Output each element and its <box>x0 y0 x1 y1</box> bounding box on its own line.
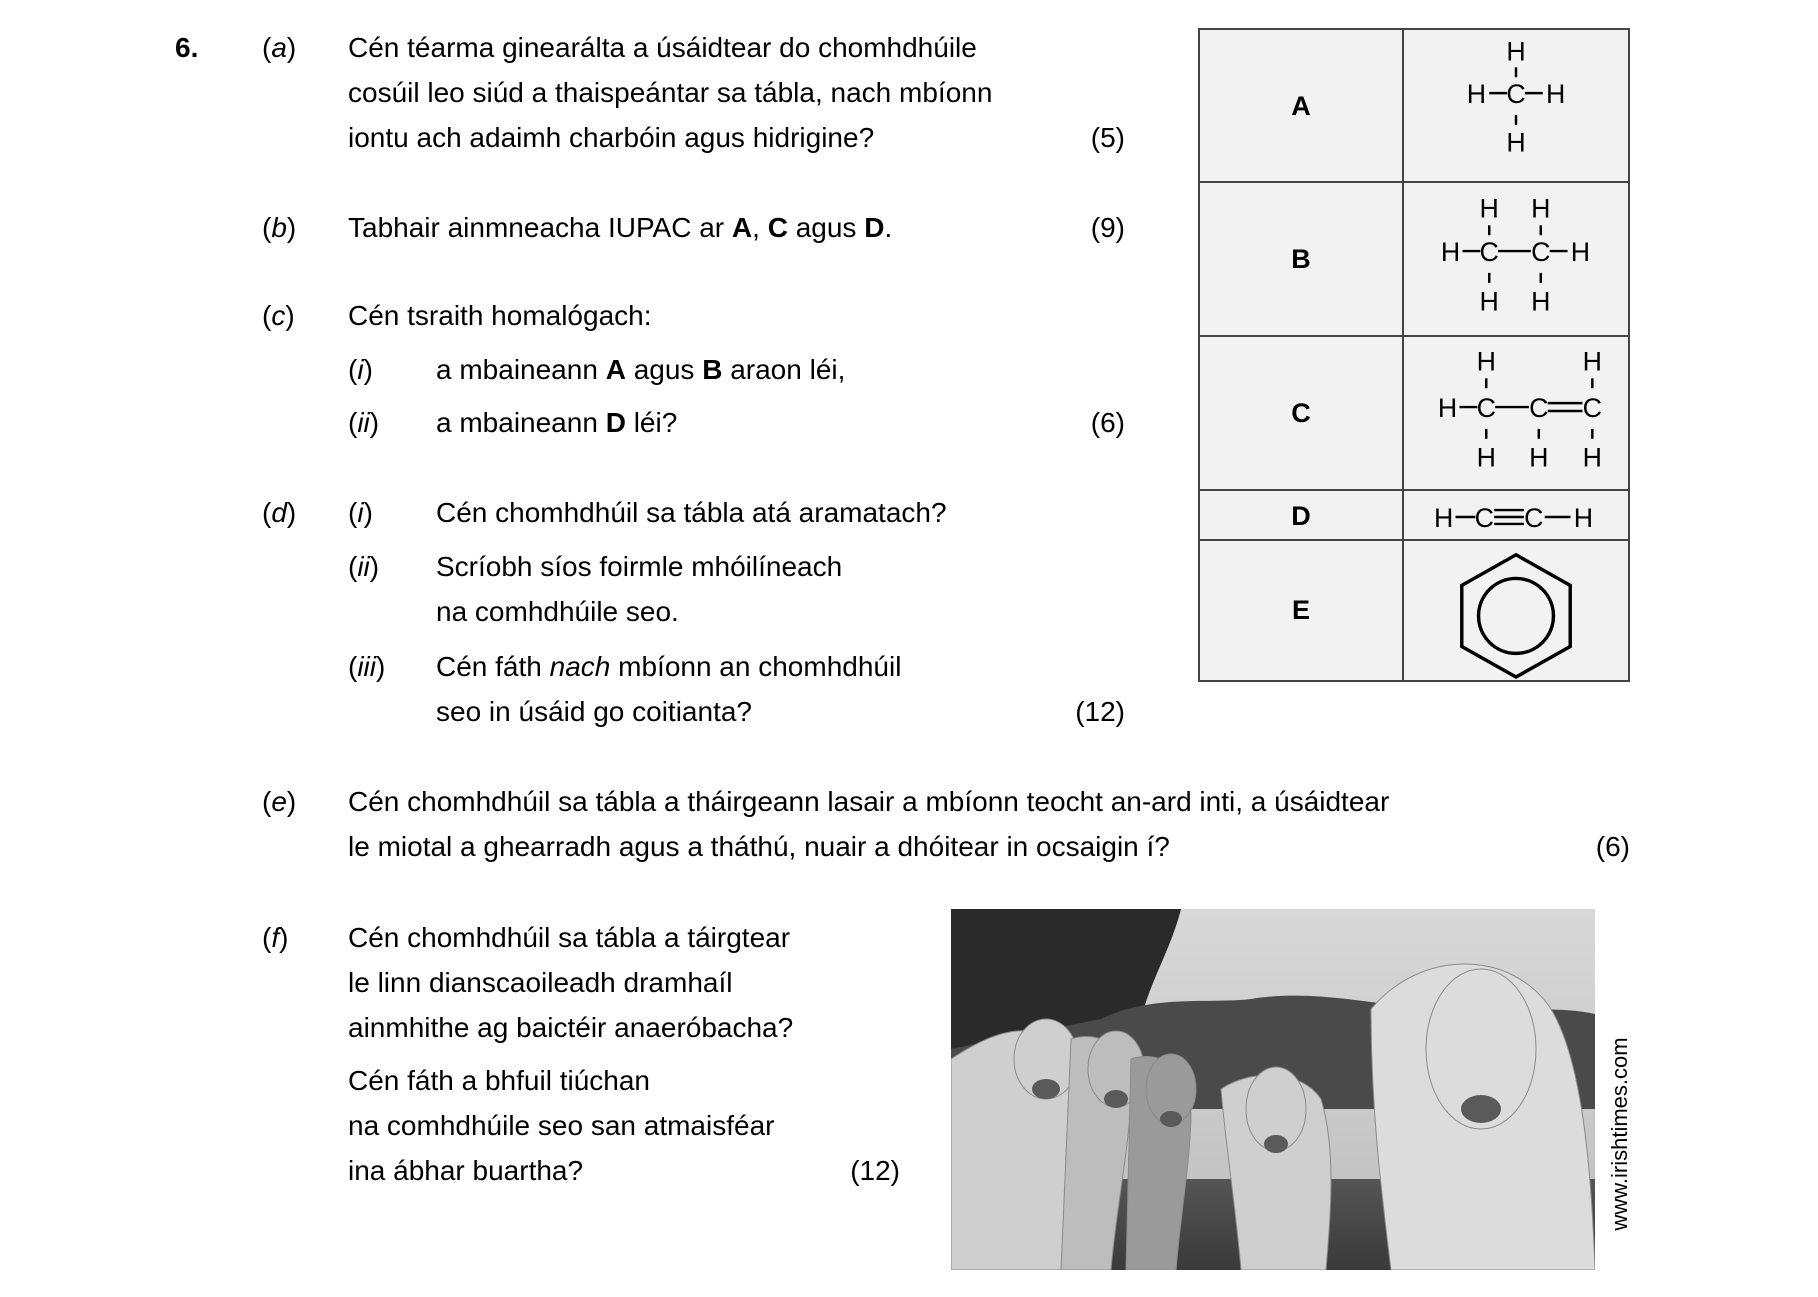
question-number: 6. <box>175 32 199 63</box>
benzene-ring-icon <box>1404 541 1628 680</box>
part-f-line-2: le linn dianscaoileadh dramhaíl <box>348 967 733 998</box>
compound-letter: E <box>1200 541 1404 680</box>
part-c-stem: Cén tsraith homalógach: <box>348 300 652 331</box>
svg-text:H: H <box>1479 193 1499 224</box>
part-d-ii-line-1: Scríobh síos foirmle mhóilíneach <box>436 551 843 582</box>
part-e-line-1: Cén chomhdhúil sa tábla a tháirgeann lasair a mbíonn teocht an-ard inti, a úsáidtear <box>348 786 1390 817</box>
svg-text:C: C <box>1524 502 1544 533</box>
part-d-label: (d) <box>262 497 297 528</box>
ethyne-structure-icon <box>1404 491 1628 541</box>
table-row-a <box>1200 30 1628 183</box>
propene-structure-icon <box>1404 337 1628 489</box>
part-a-label: (a) <box>262 32 297 63</box>
part-a-line-3: iontu ach adaimh charbóin agus hidrigine? <box>348 122 875 153</box>
svg-text:H: H <box>1433 502 1454 533</box>
svg-text:C: C <box>1474 502 1494 533</box>
part-a-marks: (5) <box>1090 122 1125 153</box>
part-a-line-1: Cén téarma ginearálta a úsáidtear do chomhdhúile <box>348 32 977 63</box>
svg-text:H: H <box>1545 79 1566 110</box>
svg-text:C: C <box>1529 392 1549 423</box>
svg-text:H: H <box>1440 236 1461 267</box>
table-row-b <box>1200 181 1628 335</box>
svg-text:H: H <box>1479 286 1499 317</box>
svg-text:H: H <box>1506 127 1526 158</box>
part-c-i-label: (i) <box>348 354 373 385</box>
part-f-marks: (12) <box>850 1155 900 1186</box>
compound-table <box>1198 28 1630 682</box>
part-f-line-4: Cén fáth a bhfuil tiúchan <box>348 1065 650 1096</box>
svg-text:H: H <box>1531 286 1551 317</box>
part-b-text: Tabhair ainmneacha IUPAC ar A, C agus D. <box>348 212 893 243</box>
svg-text:H: H <box>1529 442 1549 473</box>
part-a-line-2: cosúil leo siúd a thaispeántar sa tábla, nach mbíonn <box>348 77 993 108</box>
svg-text:H: H <box>1476 442 1496 473</box>
part-b-marks: (9) <box>1090 212 1125 243</box>
table-row-c <box>1200 335 1628 489</box>
svg-text:C: C <box>1476 392 1496 423</box>
part-c-label: (c) <box>262 300 295 331</box>
svg-text:C: C <box>1582 392 1602 423</box>
ethane-structure-icon <box>1404 183 1628 335</box>
part-c-i-text: a mbaineann A agus B araon léi, <box>436 354 846 385</box>
svg-text:H: H <box>1506 36 1526 67</box>
part-d-ii-line-2: na comhdhúile seo. <box>436 596 679 627</box>
part-d-iii-label: (iii) <box>348 651 386 682</box>
cattle-photo <box>951 909 1595 1270</box>
part-c-marks: (6) <box>1090 407 1125 438</box>
svg-text:C: C <box>1479 236 1499 267</box>
part-d-ii-label: (ii) <box>348 551 380 582</box>
part-b-label: (b) <box>262 212 297 243</box>
part-f-line-6: ina ábhar buartha? <box>348 1155 584 1186</box>
part-c-ii-text: a mbaineann D léi? <box>436 407 678 438</box>
compound-letter: C <box>1200 337 1404 489</box>
svg-text:C: C <box>1506 79 1526 110</box>
compound-letter: A <box>1200 30 1404 183</box>
photo-credit: www.irishtimes.com <box>1607 1037 1632 1231</box>
part-d-marks: (12) <box>1075 696 1125 727</box>
part-f-line-1: Cén chomhdhúil sa tábla a táirgtear <box>348 922 791 953</box>
part-e-label: (e) <box>262 786 297 817</box>
table-row-e <box>1200 539 1628 680</box>
part-f-line-5: na comhdhúile seo san atmaisféar <box>348 1110 775 1141</box>
svg-text:H: H <box>1573 502 1594 533</box>
part-d-i-label: (i) <box>348 497 373 528</box>
svg-text:C: C <box>1531 236 1551 267</box>
svg-text:H: H <box>1582 442 1602 473</box>
svg-text:H: H <box>1531 193 1551 224</box>
part-c-ii-label: (ii) <box>348 407 380 438</box>
svg-text:H: H <box>1437 392 1458 423</box>
svg-text:H: H <box>1476 346 1496 377</box>
part-f-label: (f) <box>262 922 289 953</box>
svg-text:H: H <box>1582 346 1602 377</box>
part-d-iii-line-2: seo in úsáid go coitianta? <box>436 696 752 727</box>
compound-letter: D <box>1200 491 1404 541</box>
svg-text:H: H <box>1466 79 1487 110</box>
part-d-iii-line-1: Cén fáth nach mbíonn an chomhdhúil <box>436 651 902 682</box>
part-d-i-text: Cén chomhdhúil sa tábla atá aramatach? <box>436 497 947 528</box>
part-e-line-2: le miotal a ghearradh agus a tháthú, nuair a dhóitear in ocsaigin í? <box>348 831 1170 862</box>
table-row-d <box>1200 489 1628 541</box>
part-f-line-3: ainmhithe ag baictéir anaeróbacha? <box>348 1012 794 1043</box>
svg-text:H: H <box>1570 236 1591 267</box>
part-e-marks: (6) <box>1595 831 1630 862</box>
methane-structure-icon <box>1404 30 1628 183</box>
compound-letter: B <box>1200 183 1404 335</box>
